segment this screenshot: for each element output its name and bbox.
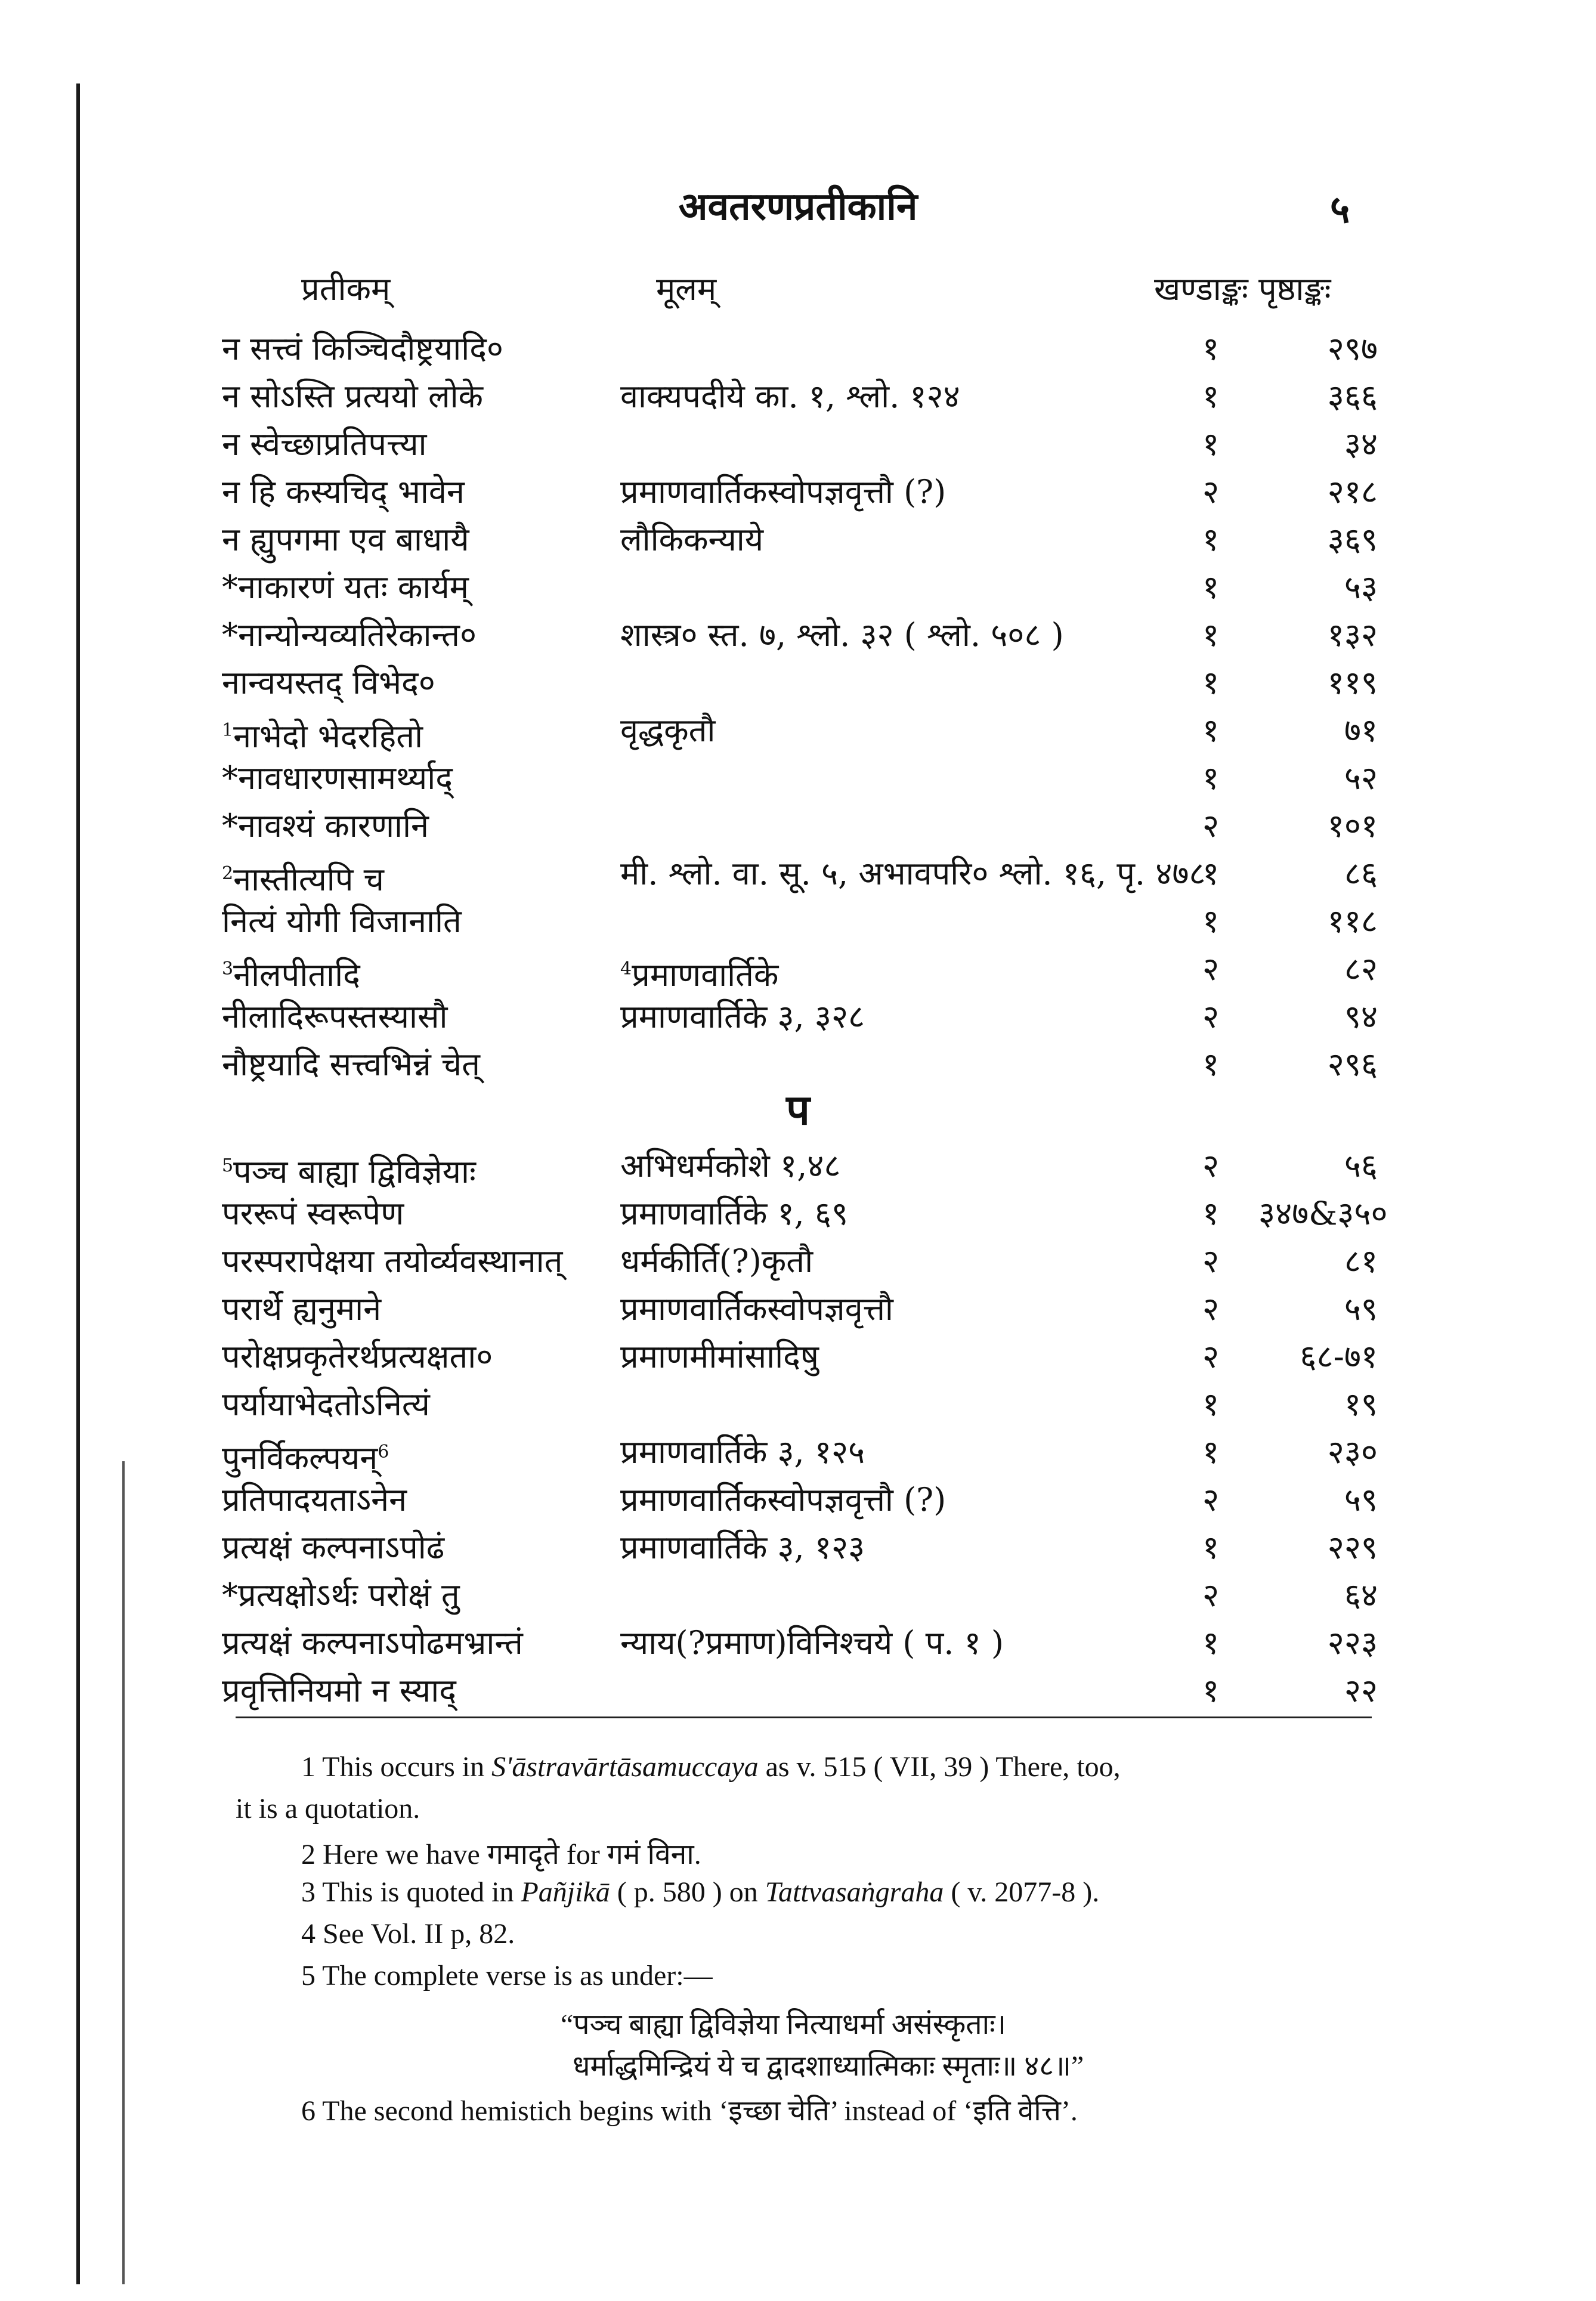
pratika-cell: नित्यं योगी विजानाति [222,902,462,940]
pratika-cell: न सत्त्वं किञ्चिदौष्ट्रयादि० [222,330,503,367]
page-title: अवतरणप्रतीकानि [678,184,918,229]
pratika-cell: नौष्ट्रयादि सत्त्वभिन्नं चेत् [222,1046,480,1083]
mula-cell: मी. श्लो. वा. सू. ५, अभावपरि० श्लो. १६, पृ. ४७८ [620,855,1206,892]
pratika-cell: *नावश्यं कारणानि [222,807,429,845]
mula-cell: प्रमाणमीमांसादिषु [620,1338,819,1375]
page-cell: २९६ [1327,1046,1378,1083]
index-row [0,373,1596,420]
page-cell: २२३ [1327,1624,1378,1662]
index-row [0,1667,1596,1715]
index-row [0,564,1596,611]
page-cell: ५२ [1344,759,1378,797]
pratika-cell: न हि कस्यचिद् भावेन [222,473,465,511]
khanda-cell: २ [1202,1147,1220,1184]
index-row [0,1190,1596,1238]
khanda-cell: २ [1202,998,1220,1035]
mula-cell: न्याय(?प्रमाण)विनिश्चये ( प. १ ) [620,1624,1004,1662]
mula-cell: $^4$प्रमाणवार्तिके [620,956,779,994]
pratika-cell: न ह्युपगमा एव बाधायै [222,521,469,558]
page-cell: ५९ [1344,1481,1378,1518]
page-cell: २२ [1344,1672,1378,1709]
mula-cell: प्रमाणवार्तिकस्वोपज्ञवृत्तौ (?) [620,1481,947,1518]
index-row [0,1381,1596,1428]
index-row [0,1333,1596,1381]
index-row [0,659,1596,707]
footnote-divider [236,1717,1372,1718]
index-row [0,1428,1596,1476]
index-row [0,420,1596,468]
pratika-cell: नान्वयस्तद् विभेद० [222,664,435,701]
page-cell: १९ [1344,1385,1378,1423]
khanda-cell: १ [1202,425,1220,463]
pratika-cell: पररूपं स्वरूपेण [222,1195,404,1232]
pratika-cell: प्रत्यक्षं कल्पनाऽपोढमभ्रान्तं [222,1624,523,1662]
footnote-1: 1 This occurs in S'āstravārtāsamuccaya as v. 515 ( VII, 39 ) There, too, [301,1751,1121,1783]
footnote-marker: 4 [620,958,632,979]
mula-cell: प्रमाणवार्तिके ३, १२५ [620,1433,865,1471]
khanda-cell: १ [1202,664,1220,701]
section-heading-pa: प [786,1085,810,1134]
page-cell: २९७ [1327,330,1378,367]
footnote-marker: 1 [222,720,234,741]
page-cell: ५६ [1344,1147,1378,1184]
column-header-mulam: मूलम् [656,270,717,308]
page-cell: ३६६ [1327,378,1378,415]
mula-cell: प्रमाणवार्तिकस्वोपज्ञवृत्तौ [620,1290,893,1328]
index-row [0,325,1596,373]
index-row [0,611,1596,659]
pratika-cell: प्रत्यक्षं कल्पनाऽपोढं [222,1529,445,1566]
footnote-4: 4 See Vol. II p, 82. [301,1918,515,1950]
index-row [0,1619,1596,1667]
page-cell: ३४७&३५० [1258,1195,1388,1232]
pratika-cell: *नावधारणसामर्थ्याद् [222,759,453,797]
page-cell: ६८-७१ [1300,1338,1378,1375]
mula-cell: वृद्धकृतौ [620,712,716,749]
index-row [0,802,1596,850]
index-row [0,945,1596,993]
mula-cell: वाक्यपदीये का. १, श्लो. १२४ [620,378,960,415]
khanda-cell: १ [1202,712,1220,749]
pratika-cell: नीलादिरूपस्तस्यासौ [222,998,448,1035]
pratika-cell: *प्रत्यक्षोऽर्थः परोक्षं तु [222,1576,460,1614]
index-row [0,468,1596,516]
footnote-marker: 6 [378,1442,389,1462]
pratika-cell: परोक्षप्रकृतेरर्थप्रत्यक्षता० [222,1338,493,1375]
page-cell: ८६ [1344,855,1378,892]
pratika-cell: प्रतिपादयताऽनेन [222,1481,407,1518]
khanda-cell: २ [1202,1242,1220,1280]
page-cell: २१८ [1327,473,1378,511]
khanda-cell: १ [1202,1046,1220,1083]
footnote-5-verse-line-1: “पञ्च बाह्या द्विविज्ञेया नित्याधर्मा असंस्कृताः। [561,2009,1006,2040]
page-number: ५ [1330,187,1350,232]
khanda-cell: १ [1202,330,1220,367]
khanda-cell: २ [1202,473,1220,511]
footnote-3: 3 This is quoted in Pañjikā ( p. 580 ) on Tattvasaṅgraha ( v. 2077-8 ). [301,1876,1100,1908]
index-row [0,516,1596,564]
pratika-cell: *नान्योन्यव्यतिरेकान्त० [222,616,477,654]
khanda-cell: २ [1202,1481,1220,1518]
mula-cell: प्रमाणवार्तिके ३, ३२८ [620,998,865,1035]
page-cell: ७१ [1344,712,1378,749]
pratika-cell: $^2$नास्तीत्यपि च [222,861,384,898]
footnote-1-continued: it is a quotation. [236,1793,420,1824]
mula-cell: लौकिकन्याये [620,521,764,558]
khanda-cell: १ [1202,1529,1220,1566]
index-row [0,1524,1596,1572]
khanda-cell: १ [1202,521,1220,558]
pratika-cell: $^5$पञ्च बाह्या द्विविज्ञेयाः [222,1153,476,1190]
page-cell: ३४ [1344,425,1378,463]
pratika-cell: परस्परापेक्षया तयोर्व्यवस्थानात् [222,1242,563,1280]
khanda-cell: १ [1202,568,1220,606]
khanda-cell: २ [1202,1290,1220,1328]
page-cell: ११९ [1327,664,1378,701]
khanda-cell: १ [1202,1672,1220,1709]
index-row [0,1142,1596,1190]
mula-cell: प्रमाणवार्तिके ३, १२३ [620,1529,865,1566]
page-cell: ८१ [1344,1242,1378,1280]
page-cell: ५९ [1344,1290,1378,1328]
mula-cell: अभिधर्मकोशे १,४८ [620,1147,841,1184]
khanda-cell: २ [1202,950,1220,988]
footnote-marker: 2 [222,863,234,884]
column-header-pratikam: प्रतीकम् [301,270,391,308]
pratika-cell: न सोऽस्ति प्रत्ययो लोके [222,378,484,415]
index-row [0,1572,1596,1619]
footnote-2: 2 Here we have गमादृते for गमं विना. [301,1839,701,1870]
pratika-cell: पुनर्विकल्पयन्$^6$ [222,1439,389,1477]
mula-cell: शास्त्र० स्त. ७, श्लो. ३२ ( श्लो. ५०८ ) [620,616,1064,654]
index-row [0,1238,1596,1285]
index-row [0,993,1596,1041]
index-row [0,1476,1596,1524]
index-row [0,898,1596,945]
index-row [0,1285,1596,1333]
khanda-cell: १ [1202,616,1220,654]
mula-cell: प्रमाणवार्तिकस्वोपज्ञवृत्तौ (?) [620,473,947,511]
page-cell: ९४ [1344,998,1378,1035]
page-cell: ३६९ [1327,521,1378,558]
khanda-cell: २ [1202,1576,1220,1614]
mula-cell: प्रमाणवार्तिके १, ६९ [620,1195,849,1232]
khanda-cell: १ [1202,1385,1220,1423]
index-row [0,707,1596,754]
mula-cell: धर्मकीर्ति(?)कृतौ [620,1242,814,1280]
khanda-cell: १ [1202,1624,1220,1662]
pratika-cell: न स्वेच्छाप्रतिपत्त्या [222,425,427,463]
page-cell: १३२ [1327,616,1378,654]
page-cell: २२९ [1327,1529,1378,1566]
khanda-cell: १ [1202,902,1220,940]
footnote-marker: 3 [222,958,234,979]
khanda-cell: १ [1202,855,1220,892]
khanda-cell: २ [1202,807,1220,845]
khanda-cell: १ [1202,759,1220,797]
page-cell: १०१ [1327,807,1378,845]
index-row [0,754,1596,802]
footnote-marker: 5 [222,1155,234,1176]
page-cell: ८२ [1344,950,1378,988]
footnote-5: 5 The complete verse is as under:— [301,1960,713,1991]
khanda-cell: १ [1202,1195,1220,1232]
pratika-cell: $^1$नाभेदो भेदरहितो [222,717,423,755]
page-cell: ११८ [1327,902,1378,940]
khanda-cell: १ [1202,1433,1220,1471]
page-cell: ६४ [1344,1576,1378,1614]
index-row [0,850,1596,898]
footnote-5-verse-line-2: धर्माद्धमिन्द्रियं ये च द्वादशाध्यात्मिकाः स्मृताः॥ ४८॥” [573,2051,1084,2082]
page-cell: ५३ [1344,568,1378,606]
footnote-6: 6 The second hemistich begins with ‘इच्छा चेति’ instead of ‘इति वेत्ति’. [301,2095,1078,2127]
pratika-cell: परार्थे ह्यनुमाने [222,1290,382,1328]
pratika-cell: *नाकारणं यतः कार्यम् [222,568,469,606]
pratika-cell: पर्यायाभेदतोऽनित्यं [222,1385,430,1423]
column-header-khanda-prishtha: खण्डाङ्कः पृष्ठाङ्कः [1154,270,1331,308]
page-cell: २३० [1327,1433,1378,1471]
pratika-cell: $^3$नीलपीतादि [222,956,360,994]
khanda-cell: २ [1202,1338,1220,1375]
pratika-cell: प्रवृत्तिनियमो न स्याद् [222,1672,456,1709]
khanda-cell: १ [1202,378,1220,415]
